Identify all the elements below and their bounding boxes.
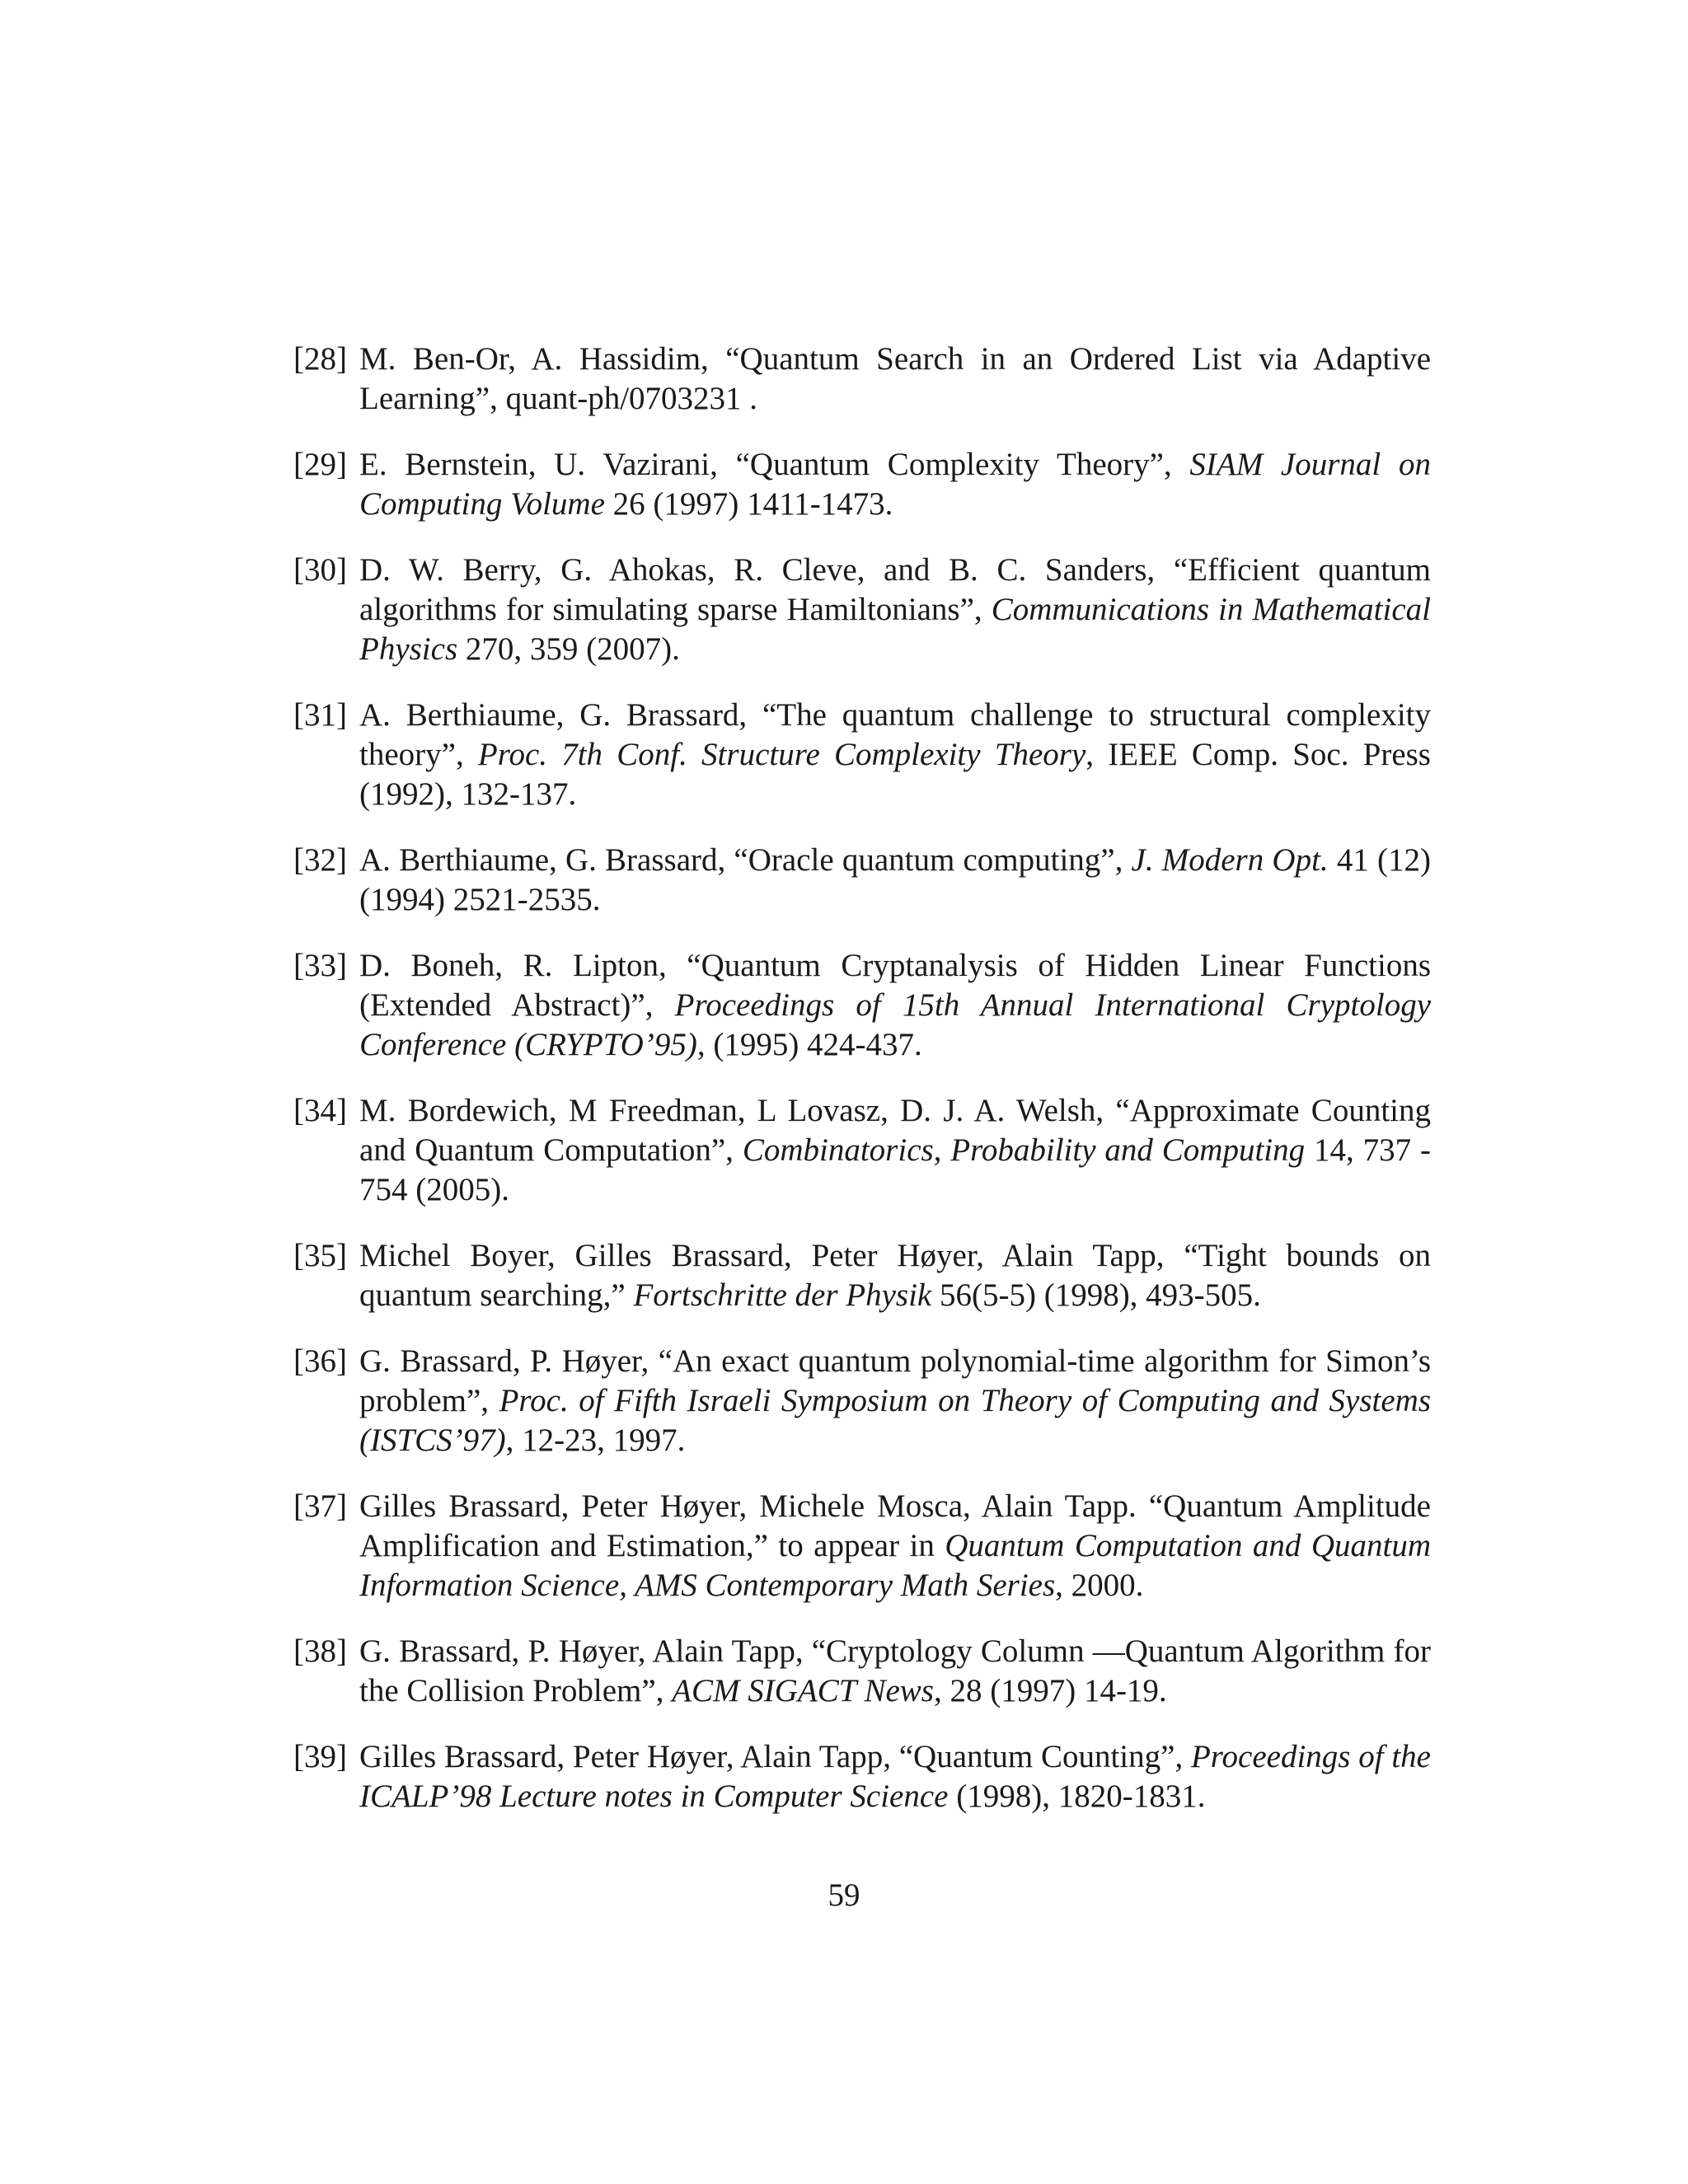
reference-text bbox=[359, 1488, 1431, 1603]
reference-text bbox=[359, 1343, 1431, 1458]
reference-text bbox=[359, 341, 1431, 416]
reference-text-segment: 41 (12) (1994) 2521-2535. bbox=[359, 842, 1431, 917]
reference-text bbox=[359, 948, 1431, 1062]
reference-item bbox=[293, 946, 1431, 1065]
reference-text bbox=[359, 1633, 1431, 1708]
reference-number: [28] bbox=[293, 341, 347, 377]
reference-number: [34] bbox=[293, 1093, 347, 1128]
reference-number: [38] bbox=[293, 1633, 347, 1669]
reference-text-segment: E. Bernstein, U. Vazirani, “Quantum Complexity Theory”, bbox=[359, 447, 1190, 482]
reference-text-segment: 270, 359 (2007). bbox=[457, 631, 680, 667]
reference-source-italic: Proceedings of the ICALP’98 Lecture notes in Computer Science bbox=[359, 1739, 1431, 1814]
reference-source-italic: Proc. 7th Conf. Structure Complexity Theory bbox=[477, 737, 1086, 772]
reference-text bbox=[359, 1739, 1431, 1814]
reference-number: [31] bbox=[293, 697, 347, 733]
reference-text bbox=[359, 1093, 1431, 1207]
reference-source-italic: SIAM Journal on Computing Volume bbox=[359, 447, 1431, 522]
reference-text-segment: A. Berthiaume, G. Brassard, “The quantum challenge to structural complexity theory”, bbox=[359, 697, 1431, 772]
reference-text-segment: M. Ben-Or, A. Hassidim, “Quantum Search in an Ordered List via Adaptive Learning”, quant-ph/0703231 . bbox=[359, 341, 1431, 416]
reference-number: [36] bbox=[293, 1343, 347, 1379]
reference-number: [33] bbox=[293, 948, 347, 983]
reference-item bbox=[293, 1737, 1431, 1816]
reference-number: [29] bbox=[293, 447, 347, 482]
reference-source-italic: Proc. of Fifth Israeli Symposium on Theory of Computing and Systems (ISTCS’97) bbox=[359, 1383, 1432, 1458]
reference-item bbox=[293, 551, 1431, 669]
reference-item bbox=[293, 445, 1431, 524]
reference-number: [30] bbox=[293, 552, 347, 588]
reference-text-segment: , 2000. bbox=[1055, 1568, 1144, 1603]
reference-text-segment: 56(5-5) (1998), 493-505. bbox=[931, 1277, 1261, 1313]
reference-text-segment: G. Brassard, P. Høyer, “An exact quantum polynomial-time algorithm for Simon’s problem”, bbox=[359, 1343, 1431, 1418]
reference-source-italic: Quantum Computation and Quantum Information Science, AMS Contemporary Math Series bbox=[359, 1528, 1431, 1603]
reference-source-italic: Proceedings of 15th Annual International Cryptology Conference (CRYPTO’95) bbox=[359, 987, 1432, 1062]
reference-text bbox=[359, 697, 1431, 812]
reference-text-segment: M. Bordewich, M Freedman, L Lovasz, D. J. A. Welsh, “Approximate Counting and Quantum Computation”, bbox=[359, 1093, 1431, 1168]
reference-item bbox=[293, 340, 1431, 419]
reference-text-segment: , (1995) 424-437. bbox=[696, 1027, 922, 1062]
reference-item bbox=[293, 696, 1431, 814]
reference-text-segment: Gilles Brassard, Peter Høyer, Alain Tapp, “Quantum Counting”, bbox=[359, 1739, 1191, 1774]
reference-text-segment: (1998), 1820-1831. bbox=[948, 1779, 1206, 1814]
reference-source-italic: J. Modern Opt. bbox=[1131, 842, 1329, 878]
reference-item bbox=[293, 1487, 1431, 1605]
reference-text-segment: A. Berthiaume, G. Brassard, “Oracle quantum computing”, bbox=[359, 842, 1132, 878]
reference-text bbox=[359, 447, 1431, 522]
reference-item bbox=[293, 1632, 1431, 1711]
reference-text-segment: G. Brassard, P. Høyer, Alain Tapp, “Cryptology Column —Quantum Algorithm for the Collision Problem”, bbox=[359, 1633, 1431, 1708]
reference-source-italic: Combinatorics, Probability and Computing bbox=[742, 1132, 1306, 1168]
reference-number: [32] bbox=[293, 842, 347, 878]
reference-item bbox=[293, 1236, 1431, 1315]
reference-source-italic: Fortschritte der Physik bbox=[633, 1277, 932, 1313]
reference-number: [35] bbox=[293, 1238, 347, 1273]
reference-text-segment: Michel Boyer, Gilles Brassard, Peter Høyer, Alain Tapp, “Tight bounds on quantum searching,” bbox=[359, 1238, 1431, 1313]
reference-text bbox=[359, 552, 1431, 667]
reference-text-segment: Gilles Brassard, Peter Høyer, Michele Mosca, Alain Tapp. “Quantum Amplitude Amplification and Estimation,” to appear in bbox=[359, 1488, 1431, 1563]
reference-text-segment: 26 (1997) 1411-1473. bbox=[604, 486, 893, 522]
reference-item bbox=[293, 1342, 1431, 1460]
reference-source-italic: Communications in Mathematical Physics bbox=[359, 592, 1431, 667]
reference-text-segment: D. Boneh, R. Lipton, “Quantum Cryptanalysis of Hidden Linear Functions (Extended Abstract)”, bbox=[359, 948, 1431, 1023]
reference-text-segment: D. W. Berry, G. Ahokas, R. Cleve, and B. C. Sanders, “Efficient quantum algorithms for simulating sparse Hamiltonians”, bbox=[359, 552, 1431, 627]
reference-text-segment: 14, 737 - 754 (2005). bbox=[359, 1132, 1431, 1207]
reference-text bbox=[359, 842, 1431, 917]
reference-text bbox=[359, 1238, 1431, 1313]
reference-item bbox=[293, 1091, 1431, 1210]
reference-list bbox=[293, 340, 1431, 1843]
reference-text-segment: , 12-23, 1997. bbox=[505, 1422, 686, 1458]
reference-number: [37] bbox=[293, 1488, 347, 1524]
reference-number: [39] bbox=[293, 1739, 347, 1774]
reference-source-italic: ACM SIGACT News bbox=[672, 1673, 934, 1708]
reference-text-segment: , IEEE Comp. Soc. Press (1992), 132-137. bbox=[359, 737, 1431, 812]
page-number: 59 bbox=[828, 1877, 860, 1913]
reference-text-segment: , 28 (1997) 14-19. bbox=[933, 1673, 1167, 1708]
reference-item bbox=[293, 841, 1431, 920]
